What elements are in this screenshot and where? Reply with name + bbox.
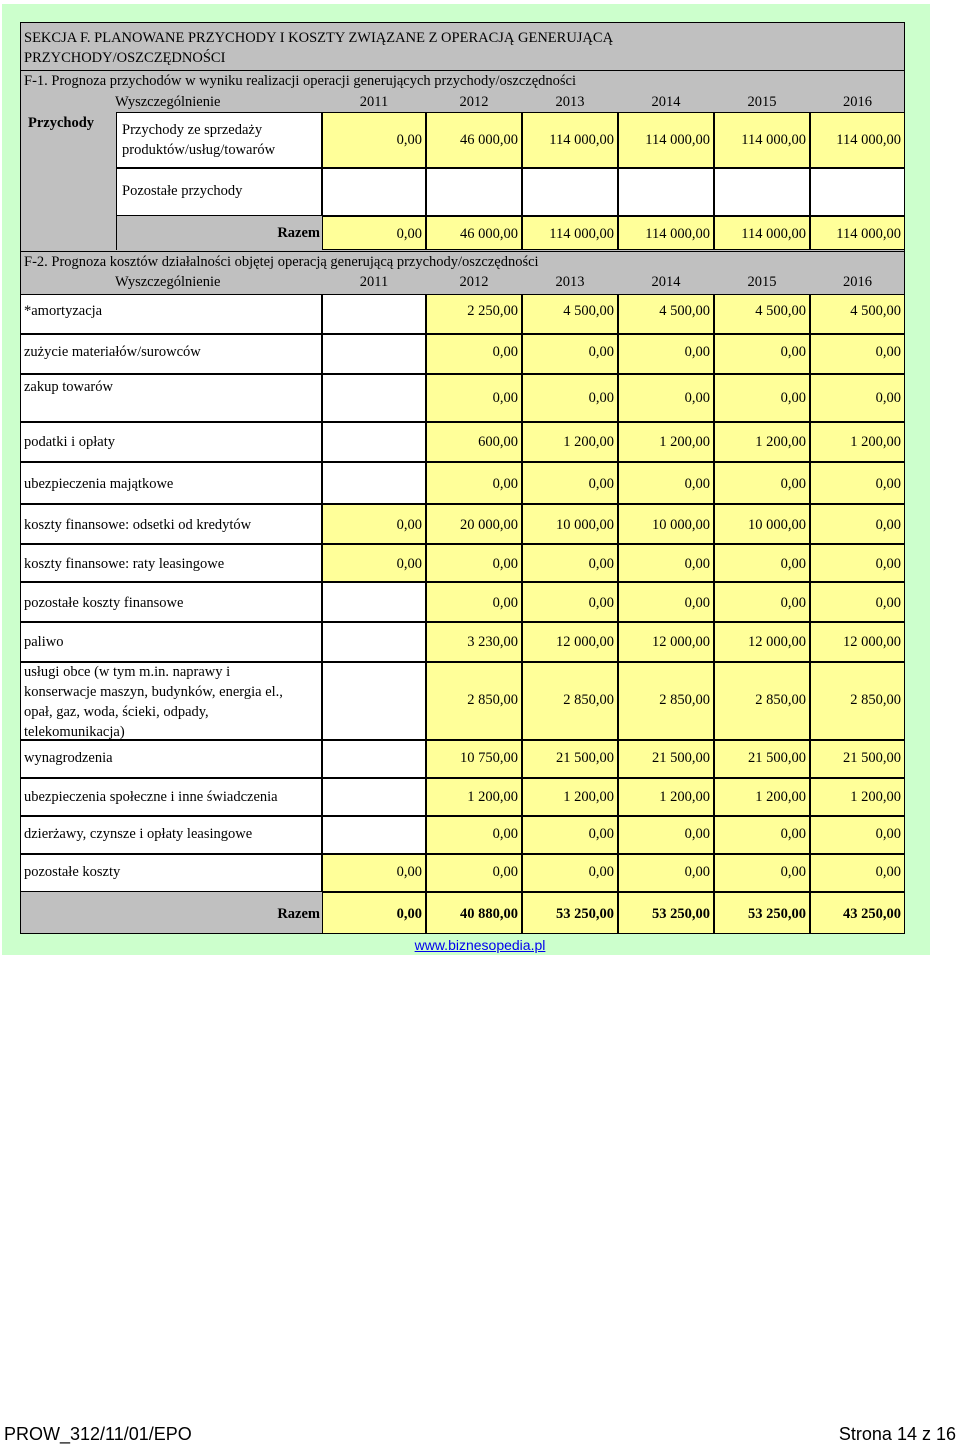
f1-sales-value-5: 114 000,00 <box>836 132 901 148</box>
f2-row-10-value-2: 21 500,00 <box>556 750 614 766</box>
f2-row-8-value-5: 12 000,00 <box>843 634 901 650</box>
f2-row-6-value-4: 0,00 <box>780 556 806 572</box>
f2-year-1: 2012 <box>459 274 489 290</box>
f2-row-label-7: pozostałe koszty finansowe <box>24 595 184 611</box>
f2-row-4-value-1: 0,00 <box>492 476 518 492</box>
f2-row-5-value-5: 0,00 <box>875 517 901 533</box>
f2-row-7-value-4: 0,00 <box>780 595 806 611</box>
f2-row-11-value-4: 1 200,00 <box>755 789 806 805</box>
f1-row-sales-label-cell <box>116 112 322 168</box>
f2-row-0-value-3: 4 500,00 <box>659 303 710 319</box>
f1-title: F-1. Prognoza przychodów w wyniku realizacji operacji generujących przychody/oszczędności <box>24 73 576 89</box>
f2-row-2-value-3: 0,00 <box>684 390 710 406</box>
f2-row-8-value-4: 12 000,00 <box>748 634 806 650</box>
f2-total-value-4: 53 250,00 <box>748 906 806 922</box>
f1-total-value-4: 114 000,00 <box>741 226 806 242</box>
f2-row-6-value-1: 0,00 <box>492 556 518 572</box>
f2-row-12-value-5: 0,00 <box>875 826 901 842</box>
f2-title: F-2. Prognoza kosztów działalności objętej operacją generującą przychody/oszczędności <box>24 254 539 270</box>
f2-row-5-value-1: 20 000,00 <box>460 517 518 533</box>
f2-row-11-value-2: 1 200,00 <box>563 789 614 805</box>
f2-row-0-value-5: 4 500,00 <box>850 303 901 319</box>
f2-row-12-cell-0 <box>322 816 426 854</box>
f2-row-5-value-4: 10 000,00 <box>748 517 806 533</box>
f2-row-label-1: zużycie materiałów/surowców <box>24 344 201 360</box>
f1-other-cell-3 <box>618 168 714 216</box>
f1-row-sales-label1: Przychody ze sprzedaży <box>122 122 263 138</box>
f2-row-label-9: usługi obce (w tym m.in. naprawy i <box>24 664 231 680</box>
f2-row-3-value-4: 1 200,00 <box>755 434 806 450</box>
f2-row-2-value-4: 0,00 <box>780 390 806 406</box>
f2-year-2: 2013 <box>555 274 585 290</box>
f2-row-label-5: koszty finansowe: odsetki od kredytów <box>24 517 252 533</box>
f2-total-label: Razem <box>277 906 320 922</box>
f2-row-1-value-5: 0,00 <box>875 344 901 360</box>
f2-row-2-value-1: 0,00 <box>492 390 518 406</box>
f1-total-value-3: 114 000,00 <box>645 226 710 242</box>
f2-row-4-value-4: 0,00 <box>780 476 806 492</box>
f2-header-label: Wyszczególnienie <box>115 274 221 290</box>
f2-row-12-value-4: 0,00 <box>780 826 806 842</box>
f1-row-sales-label2: produktów/usług/towarów <box>122 142 276 158</box>
f2-row-1-value-2: 0,00 <box>588 344 614 360</box>
f2-row-9-value-1: 2 850,00 <box>467 692 518 708</box>
f2-row-13-value-1: 0,00 <box>492 864 518 880</box>
f1-other-cell-4 <box>714 168 810 216</box>
f2-year-4: 2015 <box>747 274 777 290</box>
f2-row-4-value-5: 0,00 <box>875 476 901 492</box>
f2-row-label-2: zakup towarów <box>24 379 113 395</box>
divider <box>20 251 905 252</box>
f2-total-value-3: 53 250,00 <box>652 906 710 922</box>
f2-row-label-9-label4: telekomunikacja) <box>24 724 125 740</box>
f2-row-1-value-1: 0,00 <box>492 344 518 360</box>
f1-total-label: Razem <box>277 225 320 241</box>
f1-sales-value-2: 114 000,00 <box>549 132 614 148</box>
f2-row-13-value-3: 0,00 <box>684 864 710 880</box>
f2-row-13-value-2: 0,00 <box>588 864 614 880</box>
f2-total-value-0: 0,00 <box>396 906 422 922</box>
f2-row-11-value-1: 1 200,00 <box>467 789 518 805</box>
f2-row-7-value-2: 0,00 <box>588 595 614 611</box>
f2-row-label-0: *amortyzacja <box>24 303 103 319</box>
f2-row-13-value-0: 0,00 <box>396 864 422 880</box>
f2-row-4-cell-0 <box>322 462 426 504</box>
f2-row-5-value-3: 10 000,00 <box>652 517 710 533</box>
f1-sales-value-4: 114 000,00 <box>741 132 806 148</box>
f2-row-label-4: ubezpieczenia majątkowe <box>24 476 174 492</box>
f2-row-3-cell-0 <box>322 422 426 462</box>
f2-row-6-value-5: 0,00 <box>875 556 901 572</box>
f2-row-7-value-5: 0,00 <box>875 595 901 611</box>
f2-row-3-value-2: 1 200,00 <box>563 434 614 450</box>
f2-row-13-value-5: 0,00 <box>875 864 901 880</box>
f2-row-7-value-3: 0,00 <box>684 595 710 611</box>
f2-row-12-value-1: 0,00 <box>492 826 518 842</box>
f2-total-value-2: 53 250,00 <box>556 906 614 922</box>
f2-row-10-value-4: 21 500,00 <box>748 750 806 766</box>
f2-row-3-value-5: 1 200,00 <box>850 434 901 450</box>
biznesopedia-link[interactable]: www.biznesopedia.pl <box>414 937 546 953</box>
section-title-line1: SEKCJA F. PLANOWANE PRZYCHODY I KOSZTY ZWIĄZANE Z OPERACJĄ GENERUJĄCĄ <box>24 30 614 46</box>
f2-row-2-value-2: 0,00 <box>588 390 614 406</box>
f1-row-other-label: Pozostałe przychody <box>122 183 243 199</box>
f2-row-8-value-2: 12 000,00 <box>556 634 614 650</box>
f2-row-11-cell-0 <box>322 778 426 816</box>
f2-row-1-value-4: 0,00 <box>780 344 806 360</box>
f2-row-label-13: pozostałe koszty <box>24 864 121 880</box>
f2-row-12-value-2: 0,00 <box>588 826 614 842</box>
f2-row-label-cell-8 <box>20 622 322 662</box>
f2-row-11-value-5: 1 200,00 <box>850 789 901 805</box>
f2-row-3-value-3: 1 200,00 <box>659 434 710 450</box>
f2-row-6-value-0: 0,00 <box>396 556 422 572</box>
f2-year-5: 2016 <box>843 274 872 290</box>
f2-row-0-value-2: 4 500,00 <box>563 303 614 319</box>
f2-row-label-11: ubezpieczenia społeczne i inne świadczenia <box>24 789 278 805</box>
f2-row-8-value-3: 12 000,00 <box>652 634 710 650</box>
f1-year-0: 2011 <box>359 94 389 110</box>
f2-row-10-cell-0 <box>322 740 426 778</box>
footer-doc-code: PROW_312/11/01/EPO <box>4 1424 192 1444</box>
f2-row-1-cell-0 <box>322 334 426 374</box>
f2-row-13-value-4: 0,00 <box>780 864 806 880</box>
f2-row-12-value-3: 0,00 <box>684 826 710 842</box>
f2-total-value-1: 40 880,00 <box>460 906 518 922</box>
f2-row-0-cell-0 <box>322 294 426 334</box>
f2-row-6-value-2: 0,00 <box>588 556 614 572</box>
f1-header-label: Wyszczególnienie <box>115 94 221 110</box>
f2-row-6-value-3: 0,00 <box>684 556 710 572</box>
f2-row-9-value-4: 2 850,00 <box>755 692 806 708</box>
f2-row-10-value-3: 21 500,00 <box>652 750 710 766</box>
f2-row-5-value-0: 0,00 <box>396 517 422 533</box>
f2-row-10-value-5: 21 500,00 <box>843 750 901 766</box>
f2-row-9-value-5: 2 850,00 <box>850 692 901 708</box>
f1-year-3: 2014 <box>651 94 681 110</box>
f2-row-8-value-1: 3 230,00 <box>467 634 518 650</box>
f2-row-10-value-1: 10 750,00 <box>460 750 518 766</box>
f2-row-11-value-3: 1 200,00 <box>659 789 710 805</box>
f1-sales-value-3: 114 000,00 <box>645 132 710 148</box>
f1-other-cell-2 <box>522 168 618 216</box>
f1-other-cell-1 <box>426 168 522 216</box>
f2-row-5-value-2: 10 000,00 <box>556 517 614 533</box>
f2-row-2-cell-0 <box>322 374 426 422</box>
f1-sales-value-1: 46 000,00 <box>460 132 518 148</box>
f1-year-2: 2013 <box>555 94 585 110</box>
f2-row-label-3: podatki i opłaty <box>24 434 116 450</box>
f2-year-3: 2014 <box>651 274 681 290</box>
f1-total-value-1: 46 000,00 <box>460 226 518 242</box>
f2-row-7-cell-0 <box>322 582 426 622</box>
f2-row-0-value-1: 2 250,00 <box>467 303 518 319</box>
f2-row-label-9-label3: opał, gaz, woda, ścieki, odpady, <box>24 704 209 720</box>
f2-total-value-5: 43 250,00 <box>843 906 901 922</box>
f2-row-3-value-1: 600,00 <box>478 434 518 450</box>
f1-year-1: 2012 <box>459 94 489 110</box>
f1-year-5: 2016 <box>843 94 872 110</box>
divider <box>20 70 905 71</box>
f2-row-8-cell-0 <box>322 622 426 662</box>
f1-other-cell-5 <box>810 168 905 216</box>
f2-row-4-value-3: 0,00 <box>684 476 710 492</box>
f2-row-2-value-5: 0,00 <box>875 390 901 406</box>
f2-row-4-value-2: 0,00 <box>588 476 614 492</box>
f1-total-value-2: 114 000,00 <box>549 226 614 242</box>
f2-row-label-8: paliwo <box>24 634 64 650</box>
f2-row-label-10: wynagrodzenia <box>24 750 113 766</box>
f1-group-label: Przychody <box>28 115 95 131</box>
section-title-line2: PRZYCHODY/OSZCZĘDNOŚCI <box>24 50 226 66</box>
footer-page-number: Strona 14 z 16 <box>838 1424 956 1444</box>
f1-sales-value-0: 0,00 <box>396 132 422 148</box>
f2-year-0: 2011 <box>359 274 389 290</box>
f1-total-value-0: 0,00 <box>396 226 422 242</box>
f2-row-9-value-3: 2 850,00 <box>659 692 710 708</box>
f2-row-label-12: dzierżawy, czynsze i opłaty leasingowe <box>24 826 253 842</box>
f2-row-label-9-label2: konserwacje maszyn, budynków, energia el., <box>24 684 283 700</box>
f2-row-0-value-4: 4 500,00 <box>755 303 806 319</box>
f2-row-1-value-3: 0,00 <box>684 344 710 360</box>
f2-row-label-6: koszty finansowe: raty leasingowe <box>24 556 225 572</box>
f2-row-9-cell-0 <box>322 662 426 740</box>
f1-total-value-5: 114 000,00 <box>836 226 901 242</box>
f1-other-cell-0 <box>322 168 426 216</box>
f2-row-7-value-1: 0,00 <box>492 595 518 611</box>
f1-year-4: 2015 <box>747 94 777 110</box>
f2-row-9-value-2: 2 850,00 <box>563 692 614 708</box>
